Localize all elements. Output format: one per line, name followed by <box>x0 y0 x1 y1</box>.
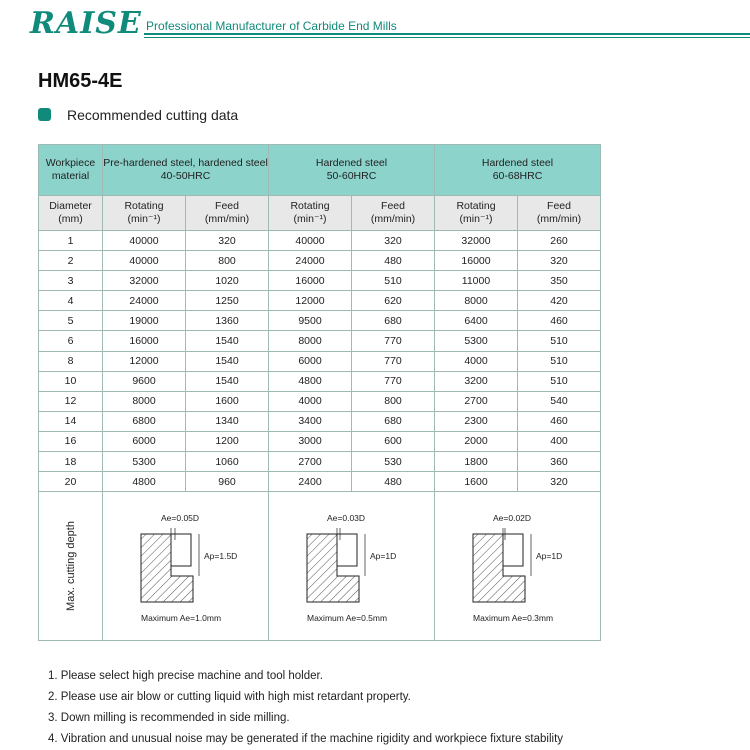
ap-label: Ap=1D <box>370 551 397 562</box>
cutting-depth-diagram <box>435 492 600 638</box>
cutting-depth-diagram <box>269 492 434 638</box>
table-cell: 320 <box>352 231 435 251</box>
table-cell: 2400 <box>269 472 352 492</box>
table-row <box>39 331 601 351</box>
rotating-unit: (min⁻¹) <box>459 213 493 225</box>
header-rule-thin <box>144 37 750 38</box>
table-cell: 12 <box>39 391 103 411</box>
table-cell: 8000 <box>103 391 186 411</box>
feed-unit: (mm/min) <box>204 213 250 225</box>
table-cell: 5300 <box>103 452 186 472</box>
table-cell: 1340 <box>186 411 269 431</box>
table-row <box>39 391 601 411</box>
rotating-header <box>435 196 518 231</box>
table-cell: 1540 <box>186 371 269 391</box>
table-cell: 14 <box>39 411 103 431</box>
table-cell: 770 <box>352 331 435 351</box>
table-cell: 530 <box>352 452 435 472</box>
table-row <box>39 411 601 431</box>
usage-notes <box>48 666 563 750</box>
material-name: Hardened steel <box>315 157 388 169</box>
table-cell: 1250 <box>186 291 269 311</box>
table-cell: 2000 <box>435 431 518 451</box>
table-cell: 9600 <box>103 371 186 391</box>
table-cell: 24000 <box>103 291 186 311</box>
material-header <box>435 145 601 196</box>
material-header <box>103 145 269 196</box>
table-cell: 6000 <box>269 351 352 371</box>
material-range: 40-50HRC <box>160 170 211 182</box>
table-cell: 1 <box>39 231 103 251</box>
table-cell: 2700 <box>269 452 352 472</box>
note-item: 4. Vibration and unusual noise may be generated if the machine rigidity and workpiece fixture stability <box>48 733 564 745</box>
table-cell: 4000 <box>435 351 518 371</box>
table-cell: 480 <box>352 472 435 492</box>
table-cell: 8 <box>39 351 103 371</box>
table-cell: 540 <box>518 391 601 411</box>
table-cell: 400 <box>518 431 601 451</box>
table-cell: 1540 <box>186 351 269 371</box>
table-cell: 1600 <box>435 472 518 492</box>
table-cell: 360 <box>518 452 601 472</box>
table-cell: 600 <box>352 431 435 451</box>
table-row <box>39 311 601 331</box>
page-title: HM65-4E <box>38 70 123 92</box>
table-cell: 770 <box>352 351 435 371</box>
table-cell: 16000 <box>435 251 518 271</box>
table-cell: 11000 <box>435 271 518 291</box>
table-cell: 16000 <box>103 331 186 351</box>
workpiece-header: Workpiece material <box>39 145 103 196</box>
cutting-depth-diagram <box>103 492 268 638</box>
table-cell: 40000 <box>103 251 186 271</box>
table-cell: 40000 <box>269 231 352 251</box>
table-cell: 510 <box>518 331 601 351</box>
feed-label: Feed <box>215 200 239 212</box>
brand-tagline: Professional Manufacturer of Carbide End Mills <box>146 19 397 33</box>
depth-diagram-cell <box>103 492 269 641</box>
table-cell: 18 <box>39 452 103 472</box>
diameter-header <box>39 196 103 231</box>
table-cell: 5 <box>39 311 103 331</box>
diameter-label: Diameter <box>49 200 92 212</box>
table-cell: 16000 <box>269 271 352 291</box>
table-cell: 10 <box>39 371 103 391</box>
table-cell: 960 <box>186 472 269 492</box>
table-cell: 320 <box>518 472 601 492</box>
table-cell: 510 <box>518 371 601 391</box>
column-header-row <box>39 196 601 231</box>
ap-label: Ap=1.5D <box>204 551 238 562</box>
table-cell: 6800 <box>103 411 186 431</box>
rotating-label: Rotating <box>124 200 164 212</box>
ae-label: Ae=0.05D <box>161 513 200 524</box>
material-header <box>269 145 435 196</box>
depth-label-cell <box>39 492 103 641</box>
table-row <box>39 291 601 311</box>
feed-header <box>186 196 269 231</box>
table-cell: 3000 <box>269 431 352 451</box>
table-cell: 2700 <box>435 391 518 411</box>
feed-label: Feed <box>547 200 571 212</box>
table-cell: 32000 <box>103 271 186 291</box>
max-ae-label: Maximum Ae=1.0mm <box>141 613 222 624</box>
tool-profile <box>171 534 191 566</box>
table-cell: 480 <box>352 251 435 271</box>
table-cell: 3 <box>39 271 103 291</box>
header-rule <box>144 33 750 35</box>
square-bullet-icon <box>38 108 51 121</box>
table-cell: 460 <box>518 411 601 431</box>
table-cell: 32000 <box>435 231 518 251</box>
table-row <box>39 351 601 371</box>
table-row <box>39 271 601 291</box>
feed-header <box>352 196 435 231</box>
table-cell: 3400 <box>269 411 352 431</box>
rotating-header <box>269 196 352 231</box>
depth-diagram-cell <box>269 492 435 641</box>
feed-unit: (mm/min) <box>370 213 416 225</box>
material-name: Hardened steel <box>481 157 554 169</box>
table-cell: 800 <box>186 251 269 271</box>
table-cell: 2 <box>39 251 103 271</box>
note-item: 3. Down milling is recommended in side milling. <box>48 712 290 724</box>
table-cell: 510 <box>518 351 601 371</box>
tool-profile <box>503 534 523 566</box>
table-cell: 1020 <box>186 271 269 291</box>
note-item: 2. Please use air blow or cutting liquid with high mist retardant property. <box>48 691 411 703</box>
cutting-data-table <box>38 144 601 641</box>
table-cell: 24000 <box>269 251 352 271</box>
table-cell: 680 <box>352 311 435 331</box>
material-range: 50-60HRC <box>326 170 377 182</box>
table-cell: 6 <box>39 331 103 351</box>
material-header-row <box>39 145 601 196</box>
table-cell: 800 <box>352 391 435 411</box>
table-row <box>39 431 601 451</box>
table-cell: 1600 <box>186 391 269 411</box>
table-cell: 40000 <box>103 231 186 251</box>
feed-unit: (mm/min) <box>536 213 582 225</box>
note-item: 1. Please select high precise machine and tool holder. <box>48 670 323 682</box>
table-cell: 4800 <box>269 371 352 391</box>
table-cell: 8000 <box>435 291 518 311</box>
table-cell: 1060 <box>186 452 269 472</box>
table-cell: 16 <box>39 431 103 451</box>
table-cell: 770 <box>352 371 435 391</box>
ap-label: Ap=1D <box>536 551 563 562</box>
table-row <box>39 251 601 271</box>
depth-diagram-cell <box>435 492 601 641</box>
table-cell: 1800 <box>435 452 518 472</box>
table-cell: 9500 <box>269 311 352 331</box>
table-cell: 4800 <box>103 472 186 492</box>
material-range: 60-68HRC <box>492 170 543 182</box>
table-cell: 6400 <box>435 311 518 331</box>
table-cell: 320 <box>518 251 601 271</box>
ae-label: Ae=0.03D <box>327 513 366 524</box>
ae-label: Ae=0.02D <box>493 513 532 524</box>
table-cell: 1540 <box>186 331 269 351</box>
table-row <box>39 371 601 391</box>
table-cell: 6000 <box>103 431 186 451</box>
rotating-unit: (min⁻¹) <box>293 213 327 225</box>
brand-logo: RAISE <box>30 6 142 41</box>
max-ae-label: Maximum Ae=0.5mm <box>307 613 388 624</box>
material-name: Pre-hardened steel, hardened steel <box>103 157 268 169</box>
table-cell: 1360 <box>186 311 269 331</box>
table-cell: 5300 <box>435 331 518 351</box>
table-cell: 12000 <box>269 291 352 311</box>
table-cell: 20 <box>39 472 103 492</box>
table-cell: 8000 <box>269 331 352 351</box>
table-cell: 4 <box>39 291 103 311</box>
table-cell: 19000 <box>103 311 186 331</box>
depth-label: Max. cutting depth <box>64 521 77 612</box>
table-cell: 620 <box>352 291 435 311</box>
table-cell: 460 <box>518 311 601 331</box>
table-cell: 260 <box>518 231 601 251</box>
table-row <box>39 472 601 492</box>
section-label: Recommended cutting data <box>67 107 239 123</box>
table-row <box>39 452 601 472</box>
rotating-label: Rotating <box>456 200 496 212</box>
table-cell: 320 <box>186 231 269 251</box>
feed-label: Feed <box>381 200 405 212</box>
rotating-label: Rotating <box>290 200 330 212</box>
page-header <box>0 0 750 50</box>
diameter-unit: (mm) <box>58 213 83 225</box>
table-cell: 12000 <box>103 351 186 371</box>
table-cell: 4000 <box>269 391 352 411</box>
max-ae-label: Maximum Ae=0.3mm <box>473 613 554 624</box>
table-cell: 350 <box>518 271 601 291</box>
table-row <box>39 231 601 251</box>
rotating-header <box>103 196 186 231</box>
table-cell: 680 <box>352 411 435 431</box>
table-cell: 3200 <box>435 371 518 391</box>
cutting-depth-row <box>39 492 601 641</box>
table-cell: 1200 <box>186 431 269 451</box>
table-cell: 420 <box>518 291 601 311</box>
table-cell: 510 <box>352 271 435 291</box>
rotating-unit: (min⁻¹) <box>127 213 161 225</box>
feed-header <box>518 196 601 231</box>
table-cell: 2300 <box>435 411 518 431</box>
